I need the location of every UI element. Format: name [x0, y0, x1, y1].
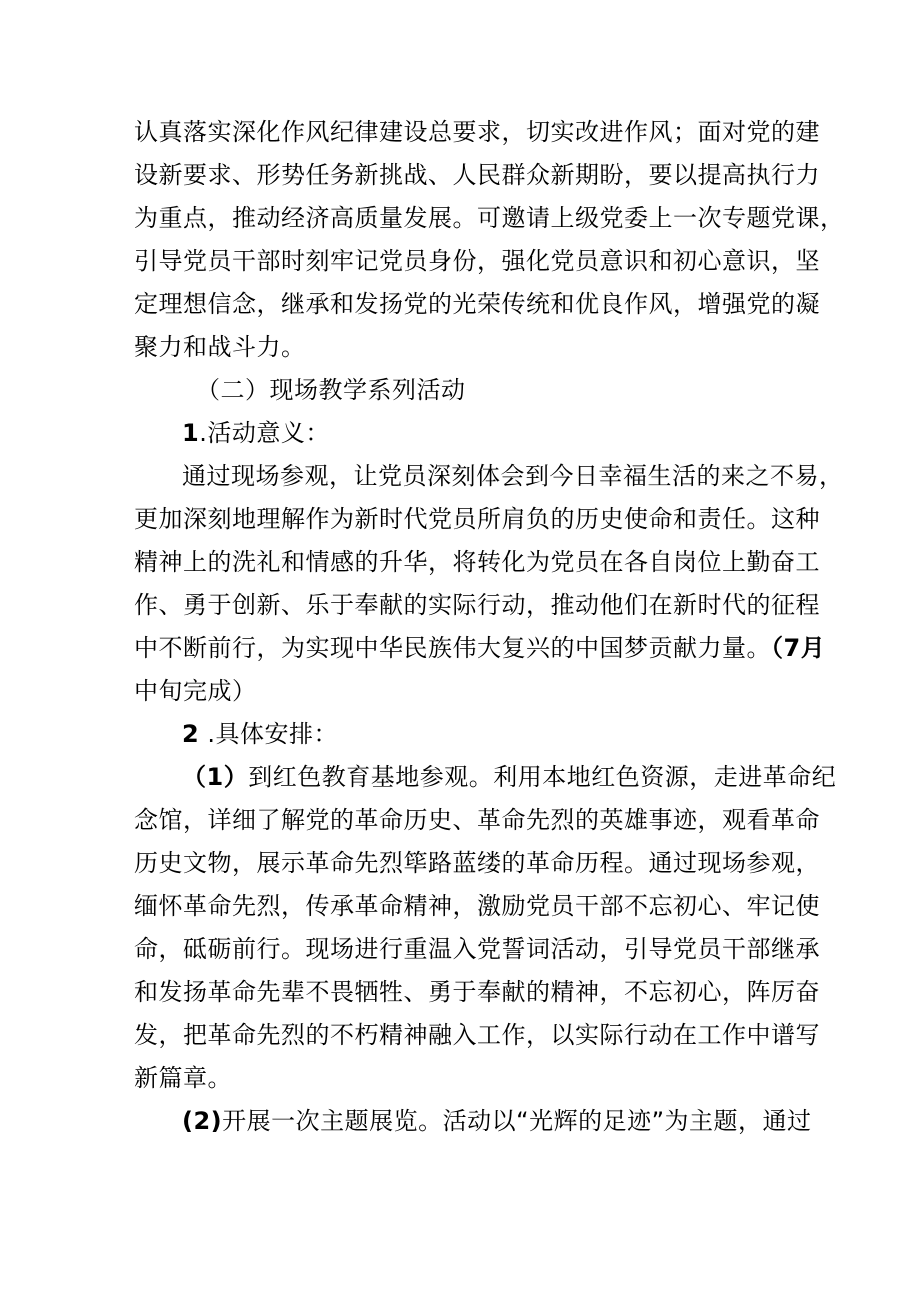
item-label: .具体安排： — [199, 720, 338, 748]
text-line: 精神上的洗礼和情感的升华，将转化为党员在各自岗位上勤奋工 — [134, 548, 820, 576]
text-line: 缅怀革命先烈，传承革命精神，激励党员干部不忘初心、牢记使 — [134, 892, 820, 920]
item-prefix: （1） — [182, 763, 249, 791]
text-line: 设新要求、形势任务新挑战、人民群众新期盼，要以提高执行力 — [134, 161, 820, 189]
text-line: 新篇章。 — [134, 1064, 232, 1092]
section-heading: （二）现场教学系列活动 — [196, 376, 466, 404]
text-line: 聚力和战斗力。 — [134, 333, 306, 361]
item-number: 2 — [182, 720, 200, 748]
text-line: 和发扬革命先辈不畏牺牲、勇于奉献的精神，不忘初心，阵厉奋 — [134, 978, 820, 1006]
text-line: 发，把革命先烈的不朽精神融入工作，以实际行动在工作中谱写 — [134, 1021, 820, 1049]
text-line: 中旬完成） — [134, 677, 257, 705]
document-page — [134, 111, 845, 1143]
paragraph-significance — [134, 455, 844, 713]
text-line: 念馆，详细了解党的革命历史、革命先烈的英雄事迹，观看革命 — [134, 806, 820, 834]
text-line — [134, 756, 837, 799]
text-line — [134, 627, 826, 670]
item-heading-2 — [134, 713, 789, 756]
text-line: 定理想信念，继承和发扬党的光荣传统和优良作风，增强党的凝 — [134, 290, 820, 318]
paragraph-intro — [134, 111, 845, 369]
text-line: 作、勇于创新、乐于奉献的实际行动，推动他们在新时代的征程 — [134, 591, 820, 619]
text-line: 为重点，推动经济高质量发展。可邀请上级党委上一次专题党课， — [134, 204, 845, 232]
item-heading-1 — [134, 412, 789, 455]
text-line: 认真落实深化作风纪律建设总要求，切实改进作风；面对党的建 — [134, 118, 820, 146]
text-line: 引导党员干部时刻牢记党员身份，强化党员意识和初心意识，坚 — [134, 247, 820, 275]
text-segment: 开展一次主题展览。活动以“光辉的足迹”为主题，通过 — [222, 1107, 812, 1135]
text-line: 更加深刻地理解作为新时代党员所肩负的历史使命和责任。这种 — [134, 505, 820, 533]
text-line: 历史文物，展示革命先烈筚路蓝缕的革命历程。通过现场参观， — [134, 849, 820, 877]
item-prefix: (2) — [182, 1107, 223, 1135]
text-segment: 到红色教育基地参观。利用本地红色资源，走进革命纪 — [248, 763, 837, 791]
paragraph-arrangement-1 — [134, 756, 837, 1100]
item-label: .活动意义： — [199, 419, 330, 447]
item-number: 1 — [182, 419, 200, 447]
text-line: 通过现场参观，让党员深刻体会到今日幸福生活的来之不易， — [182, 462, 844, 490]
text-segment: 中不断前行，为实现中华民族伟大复兴的中国梦贡献力量。 — [134, 634, 771, 662]
text-line: 命，砥砺前行。现场进行重温入党誓词活动，引导党员干部继承 — [134, 935, 820, 963]
paragraph-arrangement-2 — [134, 1100, 812, 1143]
date-note: （7月 — [771, 634, 826, 662]
